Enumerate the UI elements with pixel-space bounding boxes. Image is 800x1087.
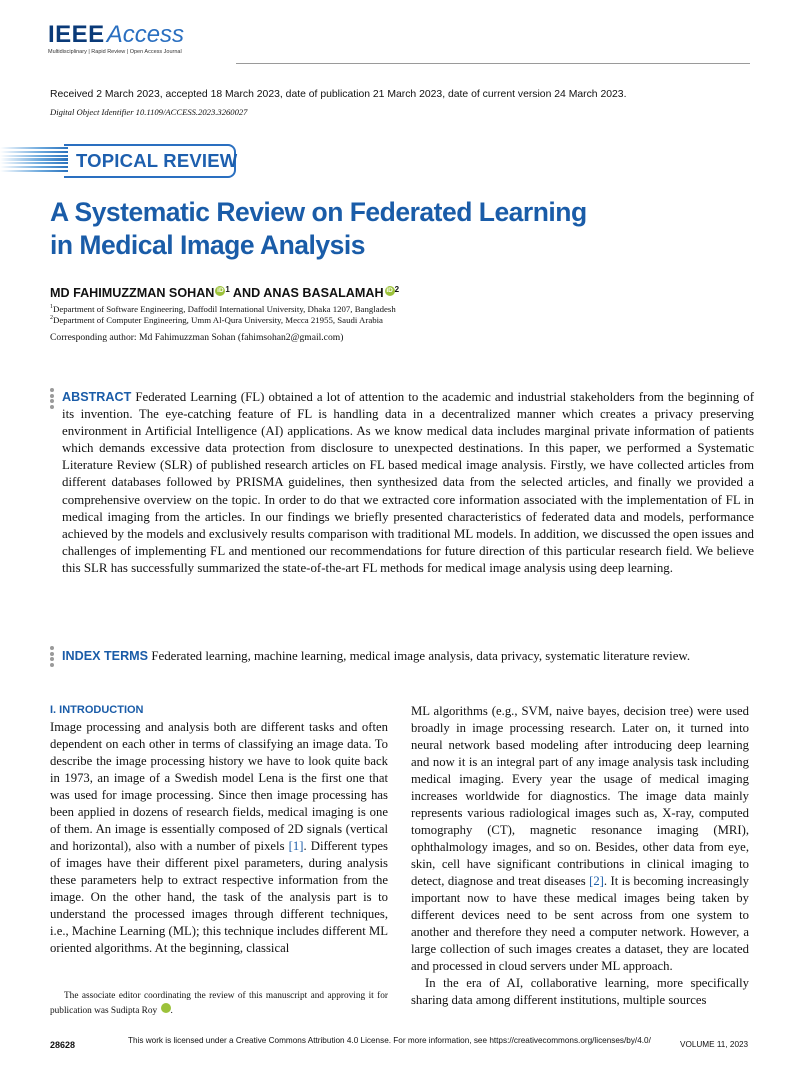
author-1: MD FAHIMUZZMAN SOHAN	[50, 286, 215, 301]
editor-footnote: The associate editor coordinating the review of this manuscript and approving it for publication was Sudipta Roy iD.	[50, 991, 388, 1017]
journal-logo	[48, 22, 184, 55]
license-notice: This work is licensed under a Creative Commons Attribution 4.0 License. For more information, see https://creativecommons.org/licenses/by/4.0/	[128, 1036, 651, 1045]
article-type-label: TOPICAL REVIEW	[64, 144, 236, 178]
banner-stripes	[0, 147, 68, 175]
body-column-left	[50, 703, 388, 957]
paper-title	[50, 196, 750, 262]
abstract	[62, 389, 754, 577]
body-column-right	[411, 703, 749, 1009]
author-1-affil: 1	[225, 285, 230, 294]
intro-paragraph-1-cont: ML algorithms (e.g., SVM, naive bayes, decision tree) were used broadly in image processing research. Later on, it turned into neural network based modeling after introducing deep learning and now it is an integral part of any image analysis task including medical imaging. Every year the usage of medical imaging increases worldwide for diagnostics. The image data mainly represents various radiological images such as, X-ray, computed tomography (CT), magnetic resonance imaging (MRI), ophthalmology images, and so on. Besides, other data from eye, skin, cell have significant contributions in clinical imaging to detect, diagnose and treat diseases [2]. It is becoming increasingly important now to have these medical images being taken by different devices need to be sent across from one system to another and therefore they need a computer network. However, a large collection of such images creates a dataset, they are located and processed in cloud servers under ML approach.	[411, 704, 749, 973]
intro-paragraph-2: In the era of AI, collaborative learning, more specifically sharing data among different institutions, multiple sources	[411, 976, 749, 1007]
author-2: ANAS BASALAMAH	[263, 286, 384, 301]
abstract-text: Federated Learning (FL) obtained a lot of attention to the academic and industrial stakeholders from the beginning of its invention. The eye-catching feature of FL is handling data in a decentralized manner which creates a privacy preserving environment in Artificial Intelligence (AI) applications. As we know medical data includes marginal private information of patients which demands excessive data protection from disclosure to unexpected destinations. In this paper, we performed a Systematic Literature Review (SLR) of published research articles on FL based medical image analysis. Firstly, we have collected articles from different databases followed by PRISMA guidelines, then synthesized data from the selected articles, and finally we provided a comprehensive overview on the topic. In order to do that we extracted core information associated with the implementation of FL in medical imaging from the articles. In our findings we briefly presented characteristics of federated data and models, performance achieved by the models and exclusively results comparison with traditional ML models. In addition, we discussed the open issues and challenges of implementing FL and mentioned our recommendations for future direction of this particular research field. We believe this SLR has successfully summarized the state-of-the-art FL methods for medical image analysis using deep learning.	[62, 390, 754, 575]
citation-link[interactable]: [1]	[288, 839, 304, 853]
section-heading: I. INTRODUCTION	[50, 704, 144, 716]
title-line-1: A Systematic Review on Federated Learning	[50, 197, 587, 227]
received-dates: Received 2 March 2023, accepted 18 March 2023, date of publication 21 March 2023, date of current version 24 March 2023.	[50, 89, 627, 100]
journal-tagline: Multidisciplinary | Rapid Review | Open Access Journal	[48, 49, 182, 55]
author-list	[50, 285, 399, 300]
article-type-banner	[0, 142, 240, 180]
journal-name	[48, 22, 184, 48]
index-terms-text: Federated learning, machine learning, medical image analysis, data privacy, systematic literature review.	[151, 649, 691, 663]
index-terms-label: INDEX TERMS	[62, 649, 149, 663]
orcid-icon[interactable]: iD	[161, 1003, 171, 1013]
intro-paragraph-1: Image processing and analysis both are different tasks and often dependent on each other in terms of classifying an image data. To describe the image processing history we have to look quite back in 1973, an image of a Swedish model Lena is the first one that was used for image processing. Since then image processing has been applied in dozens of research fields, medical imaging is one of them. An image is essentially composed of 2D signals (vertical and horizontal), also with a number of pixels [1]. Different types of images have their different pixel parameters, during analysis these parameters help to extract respective information from the image. On the other hand, the task of the analysis part is to understand the processed images through different techniques, i.e., Machine Learning (ML); this technique includes different ML oriented algorithms. At the beginning, classical	[50, 720, 388, 955]
affiliation-2: $^2$Department of Computer Engineering, Umm Al-Qura University, Mecca 21955, Saudi Arabia	[50, 315, 383, 325]
abstract-label: ABSTRACT	[62, 390, 132, 404]
author-2-affil: 2	[394, 285, 400, 294]
abstract-dots-icon	[50, 388, 56, 410]
orcid-icon[interactable]: iD	[386, 287, 393, 294]
doi: Digital Object Identifier 10.1109/ACCESS.2023.3260027	[50, 107, 248, 117]
orcid-icon[interactable]: iD	[217, 287, 224, 294]
index-terms	[62, 648, 754, 665]
volume-info: VOLUME 11, 2023	[680, 1040, 749, 1049]
title-line-2: in Medical Image Analysis	[50, 230, 365, 260]
corresponding-author: Corresponding author: Md Fahimuzzman Sohan (fahimsohan2@gmail.com)	[50, 332, 344, 343]
citation-link[interactable]: [2]	[589, 874, 604, 888]
author-connector: AND	[232, 286, 261, 301]
journal-name-italic: Access	[106, 21, 185, 48]
journal-name-bold: IEEE	[48, 21, 105, 48]
page-number: 28628	[50, 1040, 76, 1050]
index-terms-dots-icon	[50, 646, 56, 668]
header-rule	[236, 63, 750, 64]
affiliation-1: $^1$Department of Software Engineering, Daffodil International University, Dhaka 1207, Bangladesh	[50, 304, 396, 314]
